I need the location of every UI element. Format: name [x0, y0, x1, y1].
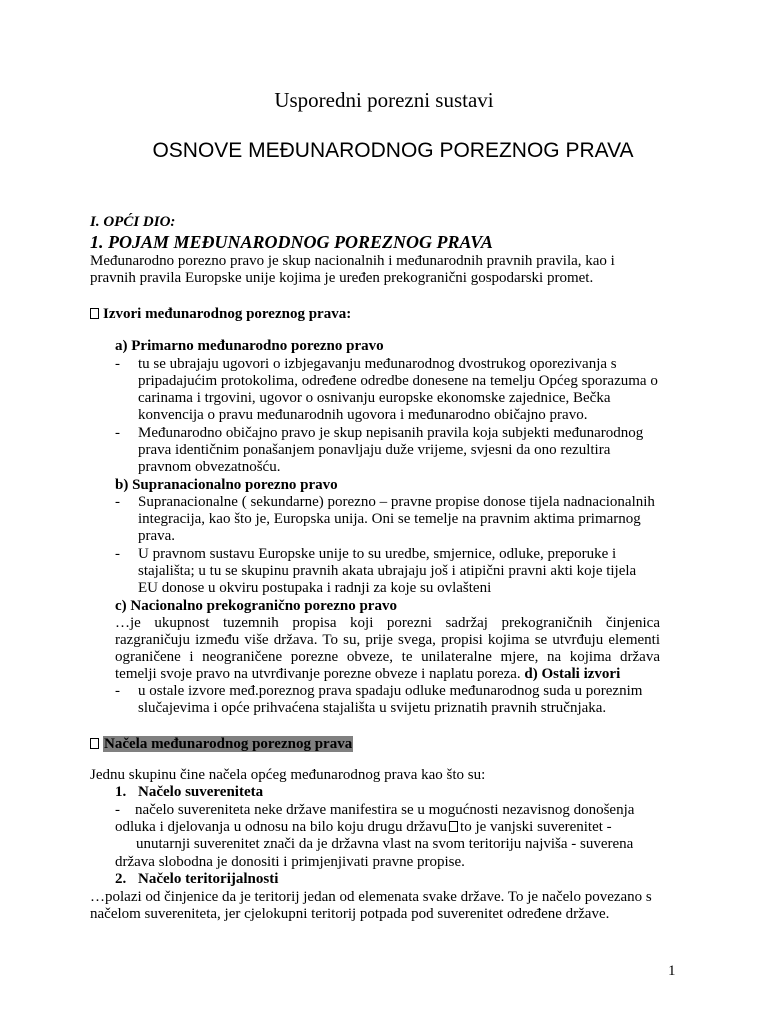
bullet-line: integracija, kao što je, Europska unija. Oni se temelje na pravnim aktima primarnog	[138, 511, 641, 527]
bullet-line: pravnom obvezatnošću.	[138, 459, 281, 475]
bullet-line: pripadajućim protokolima, određene odredbe donesene na temelju Općeg sporazuma o	[138, 373, 658, 389]
subheading-c: c) Nacionalno prekogranično porezno pravo	[115, 598, 397, 614]
bullet-line: stajališta; u tu se skupinu pravnih akata ubrajaju još i atipični pravni akti koje tijela	[138, 563, 637, 579]
checkbox-inline-icon	[449, 821, 458, 832]
section-heading: 1. POJAM MEĐUNARODNOG POREZNOG PRAVA	[90, 232, 493, 252]
bullet-line: U pravnom sustavu Europske unije to su uredbe, smjernice, odluke, preporuke i	[138, 546, 617, 562]
dash-marker: -	[115, 356, 120, 372]
highlighted-heading: Načela međunarodnog poreznog prava	[104, 736, 353, 752]
bullet-line: u ostale izvore međ.poreznog prava spadaju odluke međunarodnog suda u poreznim	[138, 683, 643, 699]
bullet-line: konvencija o pravu međunarodnih ugovora i međunarodno običajno pravo.	[138, 407, 588, 423]
subheading-b: b) Supranacionalno porezno pravo	[115, 477, 338, 493]
checkbox-bullet-icon	[90, 308, 99, 319]
subheading-d: d) Ostali izvori	[524, 666, 621, 682]
paragraph-line: ograničene i neograničene porezne obveze, te unilateralne mjere, na kojima država	[115, 649, 660, 665]
list-number: 1.	[115, 784, 127, 800]
section-label: I. OPĆI DIO:	[90, 214, 176, 230]
document-subtitle: OSNOVE MEĐUNARODNOG POREZNOG PRAVA	[152, 139, 634, 162]
paragraph-line: razgraničuju između više država. To su, prije svega, propisi kojima se utvrđuju elementi	[115, 632, 660, 648]
principle-heading-1: Načelo suvereniteta	[138, 784, 264, 800]
principle-heading-2: Načelo teritorijalnosti	[138, 871, 279, 887]
paragraph-line: odluka i djelovanja u odnosu na bilo koju drugu državu to je vanjski suverenitet -	[115, 819, 612, 835]
izvori-heading: Izvori međunarodnog poreznog prava:	[90, 306, 351, 323]
bullet-line: carinama i trgovini, ugovor o osnivanju europske ekonomske zajednice, Bečka	[138, 390, 611, 406]
intro-line: pravnih pravila Europske unije kojima je uređen prekogranični gospodarski promet.	[90, 270, 594, 286]
paragraph-line: država slobodna je donositi i primjenjivati pravne propise.	[115, 854, 465, 870]
intro-line: Međunarodno porezno pravo je skup nacionalnih i međunarodnih pravnih pravila, kao i	[90, 253, 615, 269]
bullet-line: EU donose u okviru postupaka i radnji za koje su ovlašteni	[138, 580, 492, 596]
bullet-line: prava identičnim ponašanjem ponavljaju duže vrijeme, svjesni da ono rezultira	[138, 442, 611, 458]
subheading-a: a) Primarno međunarodno porezno pravo	[115, 338, 384, 354]
dash-marker: -	[115, 494, 120, 510]
bullet-line: prava.	[138, 528, 176, 544]
paragraph-line: načelo suvereniteta neke države manifestira se u mogućnosti nezavisnog donošenja	[135, 802, 635, 818]
paragraph-line: temelji svoje pravo na utvrđivanje porezne obveze i naplatu poreza. d) Ostali izvori	[115, 666, 621, 682]
paragraph-line: …je ukupnost tuzemnih propisa koji porezni sadržaj prekograničnih činjenica	[115, 615, 660, 631]
paragraph-line: načelom suvereniteta, jer cjelokupni teritorij potpada pod suverenitet određene države.	[90, 906, 610, 922]
nacela-heading	[90, 736, 353, 753]
paragraph-line: unutarnji suverenitet znači da je državna vlast na svom teritoriju najviša - suverena	[136, 836, 634, 852]
bullet-line: Međunarodno običajno pravo je skup nepisanih pravila koja subjekti međunarodnog	[138, 425, 644, 441]
dash-marker: -	[115, 683, 120, 699]
nacela-intro: Jednu skupinu čine načela općeg međunarodnog prava kao što su:	[90, 767, 486, 783]
bullet-line: slučajevima i opće prihvaćena stajališta u svijetu priznatih pravnih stručnjaka.	[138, 700, 607, 716]
paragraph-line: …polazi od činjenice da je teritorij jedan od elemenata svake države. To je načelo povezano s	[90, 889, 652, 905]
page-number: 1	[668, 963, 676, 979]
dash-marker: -	[115, 802, 120, 818]
checkbox-bullet-icon	[90, 738, 99, 749]
bullet-line: tu se ubrajaju ugovori o izbjegavanju međunarodnog dvostrukog oporezivanja s	[138, 356, 617, 372]
bullet-line: Supranacionalne ( sekundarne) porezno – pravne propise donose tijela nadnacionalnih	[138, 494, 655, 510]
list-number: 2.	[115, 871, 127, 887]
dash-marker: -	[115, 425, 120, 441]
dash-marker: -	[115, 546, 120, 562]
document-title: Usporedni porezni sustavi	[274, 88, 494, 112]
